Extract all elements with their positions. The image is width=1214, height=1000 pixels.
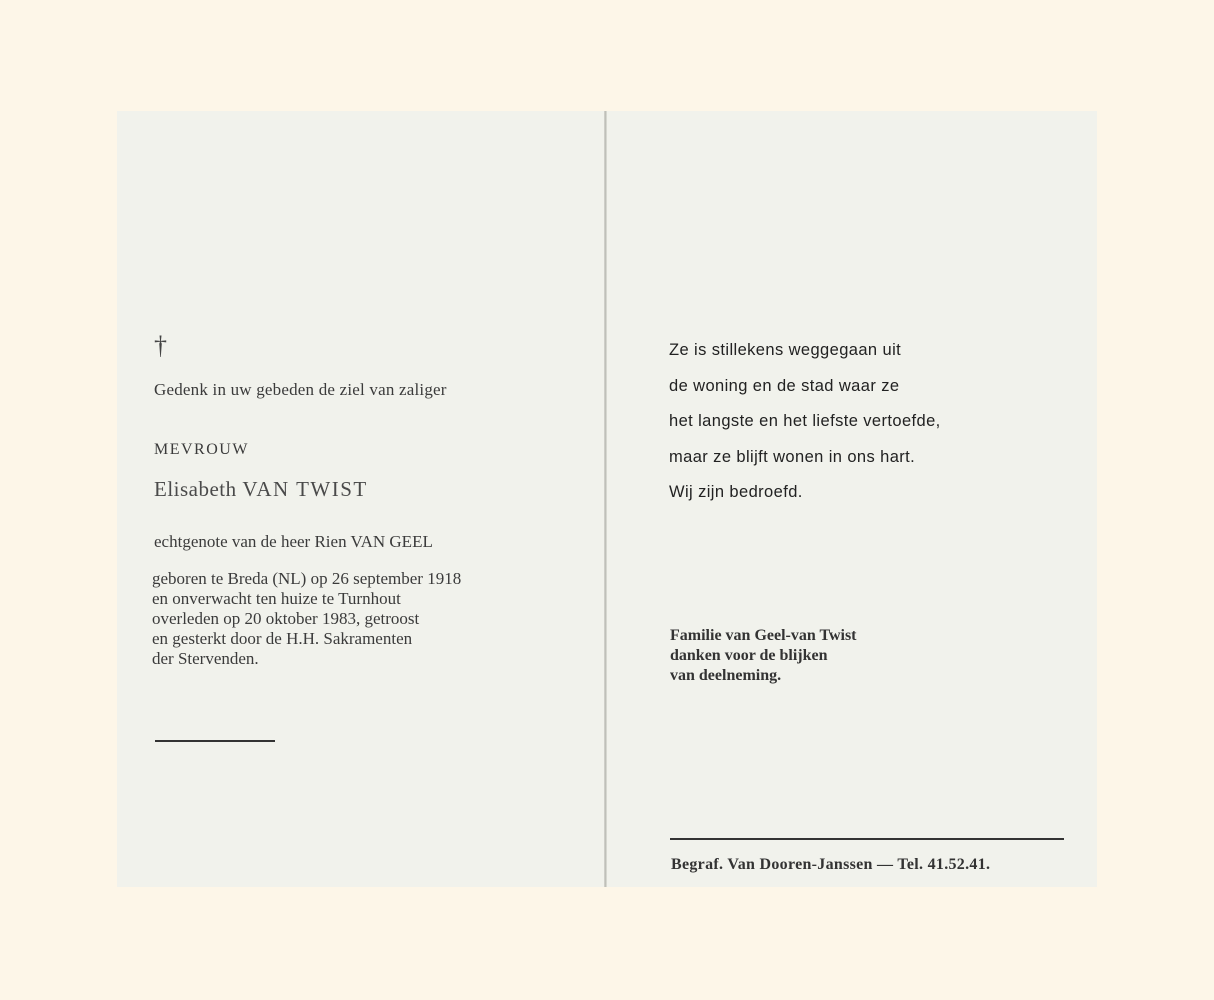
family-thanks <box>670 626 857 686</box>
left-page <box>117 111 604 887</box>
divider-line <box>155 740 275 742</box>
first-name: Elisabeth <box>154 477 237 501</box>
memorial-card <box>117 111 1097 887</box>
poem-line: Ze is stillekens weggegaan uit <box>669 341 902 359</box>
poem-line: de woning en de stad waar ze <box>669 376 900 395</box>
family-line: danken voor de blijken <box>670 647 828 664</box>
bio-block <box>152 569 461 669</box>
bio-line: der Stervenden. <box>152 649 259 668</box>
bio-line: en onverwacht ten huize te Turnhout <box>152 589 401 608</box>
family-line: van deelneming. <box>670 667 782 684</box>
spouse-text: echtgenote van de heer Rien VAN GEEL <box>154 532 433 551</box>
bio-line: overleden op 20 oktober 1983, getroost <box>152 609 420 628</box>
intro-text: Gedenk in uw gebeden de ziel van zaliger <box>154 380 447 399</box>
surname: VAN TWIST <box>242 477 368 501</box>
family-line: Familie van Geel-van Twist <box>670 627 857 644</box>
poem-line: het langste en het liefste vertoefde, <box>669 412 941 430</box>
poem-block <box>669 333 941 511</box>
cross-symbol: † <box>154 331 167 360</box>
divider-line <box>670 838 1064 840</box>
poem-line: Wij zijn bedroefd. <box>669 483 803 501</box>
honorific-title: MEVROUW <box>154 441 249 458</box>
bio-line: en gesterkt door de H.H. Sakramenten <box>152 629 413 648</box>
deceased-name <box>154 477 368 502</box>
poem-line: maar ze blijft wonen in ons hart. <box>669 447 916 466</box>
funeral-home-text: Begraf. Van Dooren-Janssen — Tel. 41.52.41. <box>671 856 991 873</box>
bio-line: geboren te Breda (NL) op 26 september 1918 <box>152 569 462 588</box>
right-page <box>607 111 1097 887</box>
